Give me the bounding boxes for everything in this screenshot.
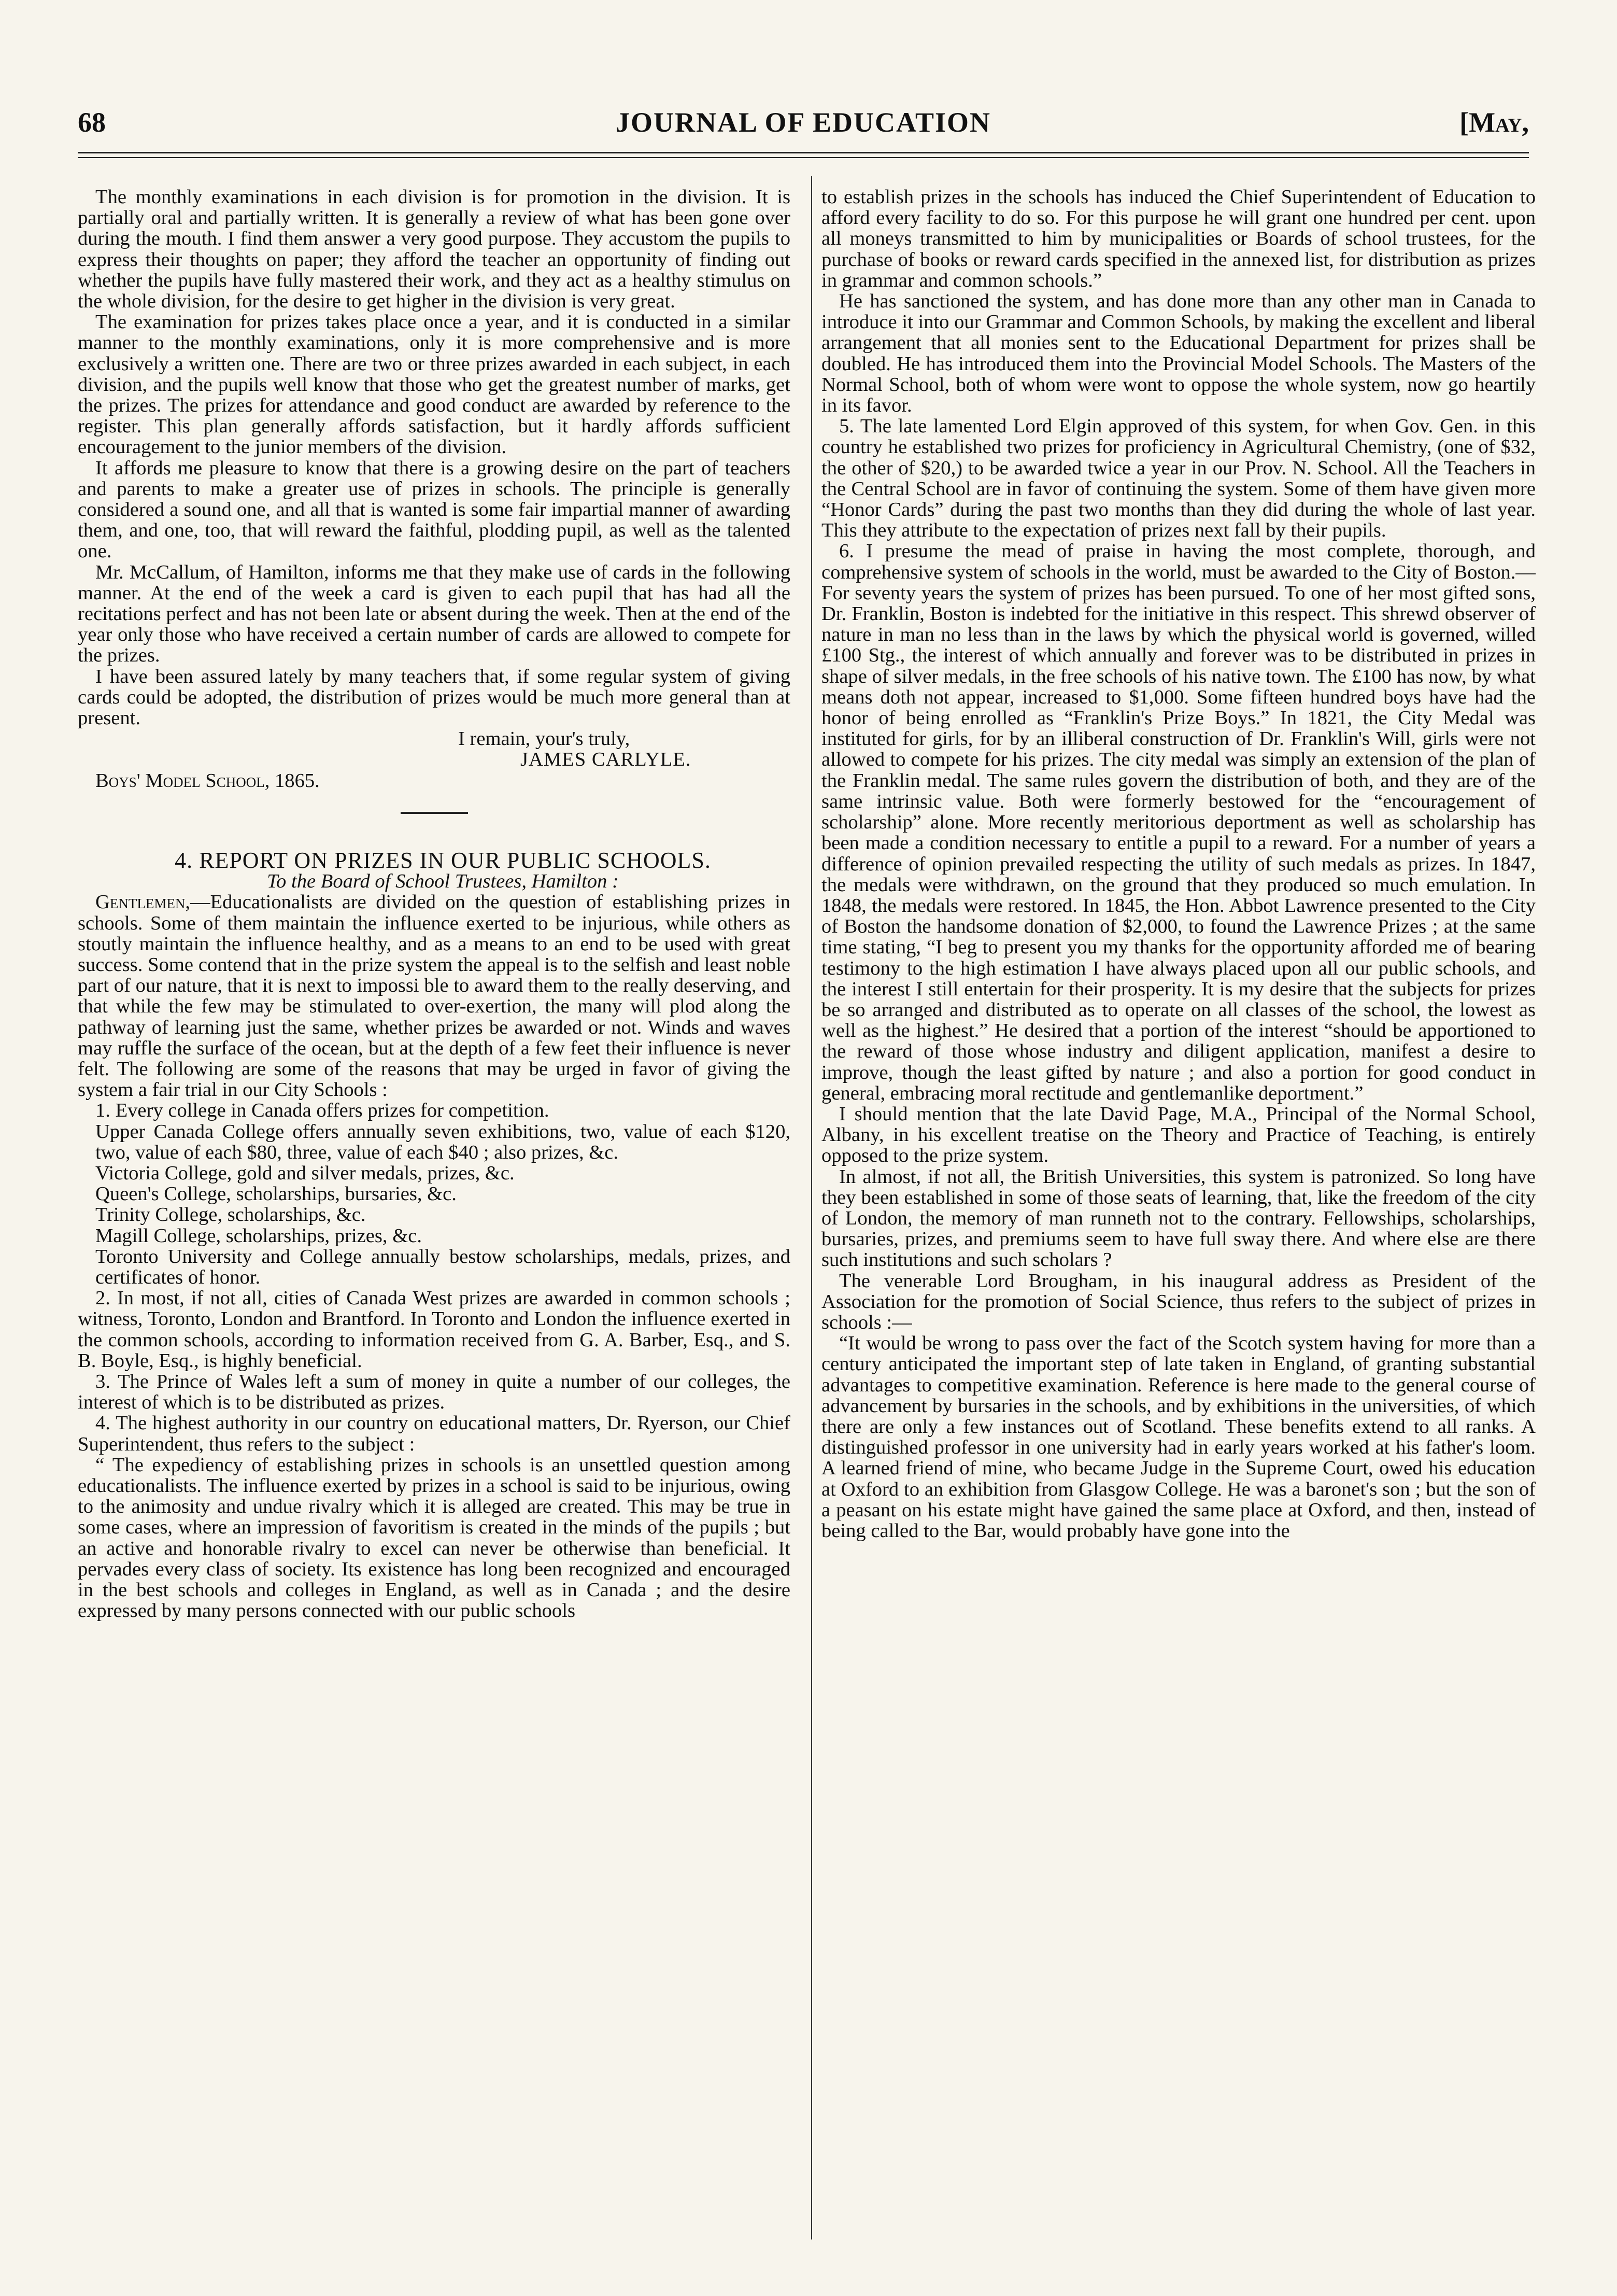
page-number: 68 xyxy=(78,107,106,138)
quoted-paragraph: “It would be wrong to pass over the fact of the Scotch system having for more than a century anticipated the important step of late taken in England, of granting substantial advantages to competitive examination. Reference is here made to the general course of advancement by bursaries in the schools, and by exhibitions in the universities, of which there are only a few instances out of Scotland. These benefits extend to all ranks. A distinguished professor in one university had in early years worked at his father's loom. A learned friend of mine, who became Judge in the Supreme Court, owed his education at Oxford to an exhibition from Glasgow College. He was a baronet's son ; but the son of a peasant on his estate might have gained the same place at Oxford, and then, instead of being called to the Bar, would probably have gone into the xyxy=(821,1332,1536,1542)
letter-closing: I remain, your's truly, xyxy=(458,728,630,750)
paragraph: 4. The highest authority in our country on educational matters, Dr. Ryerson, our Chief Superintendent, thus refers to the subject : xyxy=(78,1412,790,1455)
left-column xyxy=(78,187,790,1621)
right-column xyxy=(821,187,1536,1541)
paragraph: The monthly examinations in each division is for promotion in the division. It is partially oral and partially written. It is generally a review of what has been gone over during the mouth. I find them answer a very good purpose. They accustom the pupils to express their thoughts on paper; they afford the teacher an opportunity of finding out whether the pupils have fully mastered their work, and they act as a healthy stimulus on the whole division, for the desire to get higher in the division is very great. xyxy=(78,186,790,313)
paragraph: 2. In most, if not all, cities of Canada West prizes are awarded in common schools ; witness, Toronto, London and Brantford. In Toronto and London the influence exerted in the common schools, according to information received from G. A. Barber, Esq., and S. B. Boyle, Esq., is highly beneficial. xyxy=(78,1287,790,1372)
paragraph: Mr. McCallum, of Hamilton, informs me that they make use of cards in the following manner. At the end of the week a card is given to each pupil that has had all the recitations perfect and has not been late or absent during the week. Then at the end of the year only those who have received a certain number of cards are allowed to compete for the prizes. xyxy=(78,561,790,667)
report-opening-paragraph xyxy=(78,892,790,1100)
paragraph: to establish prizes in the schools has induced the Chief Superintendent of Education to afford every facility to do so. For this purpose he will grant one hundred per cent. upon all moneys transmitted to him by municipalities or Boards of school trustees, for the purchase of books or reward cards specified in the annexed list, for distribution as prizes in grammar and common schools.” xyxy=(821,186,1536,291)
paragraph: 3. The Prince of Wales left a sum of money in quite a number of our colleges, the interest of which is to be distributed as prizes. xyxy=(78,1370,790,1414)
reasons-list xyxy=(78,1100,790,1288)
section-divider xyxy=(401,812,468,814)
quoted-paragraph: “ The expediency of establishing prizes in schools is an unsettled question among educationalists. The influence exerted by prizes in a school is said to be injurious, owing to the animosity and undue rivalry which it is alleged are created. This may be true in some cases, where an impression of favoritism is created in the minds of the pupils ; but an active and honorable rivalry to excel can never be otherwise than beneficial. It pervades every class of society. Its existence has long been recognized and encouraged in the best schools and colleges in England, as well as in Canada ; and the desire expressed by many persons connected with our public schools xyxy=(78,1454,790,1622)
list-item: Toronto University and College annually bestow scholarships, medals, prizes, and certificates of honor. xyxy=(95,1245,790,1288)
issue-month: [May, xyxy=(1459,107,1529,138)
paragraph: He has sanctioned the system, and has done more than any other man in Canada to introduce it into our Grammar and Common Schools, by making the excellent and liberal arrangement that all monies sent to the Educational Department for prizes shall be doubled. He has introduced them into the Provincial Model Schools. The Masters of the Normal School, both of whom were wont to oppose the whole system, now go heartily in its favor. xyxy=(821,290,1536,417)
paragraph: In almost, if not all, the British Universities, this system is patronized. So long have they been established in some of those seats of learning, that, like the freedom of the city of London, the memory of man runneth not to the contrary. Fellowships, scholarships, bursaries, prizes, and premiums seem to have full sway there. And where else are there such institutions and such scholars ? xyxy=(821,1165,1536,1271)
paragraph: I should mention that the late David Page, M.A., Principal of the Normal School, Albany, in his excellent treatise on the Theory and Practice of Teaching, is entirely opposed to the prize system. xyxy=(821,1103,1536,1167)
paragraph: The examination for prizes takes place once a year, and it is conducted in a similar manner to the monthly examinations, only it is more comprehensive and is more exclusively a written one. There are two or three prizes awarded in each subject, in each division, and the pupils well know that those who get the greatest number of marks, get the prizes. The prizes for attendance and good conduct are awarded by reference to the register. This plan generally affords satisfaction, but it hardly affords sufficient encouragement to the junior members of the division. xyxy=(78,311,790,458)
list-item: 1. Every college in Canada offers prizes for competition. xyxy=(95,1100,549,1122)
list-item: Upper Canada College offers annually seven exhibitions, two, value of each $120, two, value of each $80, three, value of each $40 ; also prizes, &c. xyxy=(95,1120,790,1163)
report-opening-text: —Educationalists are divided on the question of establishing prizes in schools. Some of them maintain the influence exerted to be injurious, while others as stoutly maintain the influence healthy, and as a means to an end to be used with great success. Some contend that in the prize system the appeal is to the selfish and least noble part of our nature, that it is next to impossi ble to award them to the really deserving, and that while the few may be stimulated to over-exertion, the many will plod along the pathway of learning just the same, whether prizes be awarded or not. Winds and waves may ruffle the surface of the ocean, but at the depth of a few feet their influence is never felt. The following are some of the reasons that may be urged in favor of giving the system a fair trial in our City Schools : xyxy=(78,891,790,1101)
paragraph: I have been assured lately by many teachers that, if some regular system of giving cards could be adopted, the distribution of prizes would be much more general than at present. xyxy=(78,665,790,729)
list-item: Victoria College, gold and silver medals, prizes, &c. xyxy=(95,1162,515,1184)
list-item: Magill College, scholarships, prizes, &c. xyxy=(95,1224,422,1247)
paragraph: 5. The late lamented Lord Elgin approved of this system, for when Gov. Gen. in this country he established two prizes for proficiency in Agricultural Chemistry, (one of $32, the other of $20,) to be awarded twice a year in our Prov. N. School. All the Teachers in the Central School are in favor of continuing the system. Some of them have given more “Honor Cards” during the past two months than they did during the whole of last year. This they attribute to the expectation of prizes next fall by their pupils. xyxy=(821,415,1536,542)
list-item: Queen's College, scholarships, bursaries, &c. xyxy=(95,1183,457,1205)
header-rule-bottom xyxy=(78,157,1529,158)
report-address: To the Board of School Trustees, Hamilton : xyxy=(267,870,619,893)
journal-title: JOURNAL OF EDUCATION xyxy=(615,107,991,138)
page-header xyxy=(78,106,1529,143)
list-item: Trinity College, scholarships, &c. xyxy=(95,1204,366,1226)
column-divider xyxy=(811,176,812,2239)
salutation: Gentlemen, xyxy=(95,891,190,913)
section-heading: 4. REPORT ON PRIZES IN OUR PUBLIC SCHOOLS. xyxy=(175,847,711,873)
paragraph: 6. I presume the mead of praise in having the most complete, thorough, and comprehensive system of schools in the world, must be awarded to the City of Boston.—For seventy years the system of prizes has been pursued. To one of her most gifted sons, Dr. Franklin, Boston is indebted for the initiative in this respect. This shrewd observer of nature in man no less than in the laws by which the physical world is governed, willed £100 Stg., the interest of which annually and forever was to be distributed in prizes in shape of silver medals, in the free schools of his native town. The £100 has now, by what means doth not appear, increased to $1,000. Some fifteen hundred boys have had the honor of being enrolled as “Franklin's Prize Boys.” In 1821, the City Medal was instituted for girls, for by an illiberal construction of Dr. Franklin's Will, girls were not allowed to compete for his prizes. The city medal was simply an extension of the plan of the Franklin medal. The same rules govern the distribution of both, and they are of the same intrinsic value. Both were formerly bestowed for the “encouragement of scholarship” alone. More recently meritorious deportment as well as scholarship has been made a condition necessary to entitle a pupil to a reward. For a number of years a difference of opinion prevailed respecting the utility of such medals as prizes. In 1847, the medals were withdrawn, on the ground that they produced so much emulation. In 1848, the medals were restored. In 1845, the Hon. Abbot Lawrence presented to the City of Boston the handsome donation of $2,000, to found the Lawrence Prizes ; at the same time stating, “I beg to present you my thanks for the opportunity afforded me of bearing testimony to the high estimation I have always placed upon all our public schools, and the interest I still entertain for their prosperity. It is my desire that the subjects for prizes be so arranged and distributed as to operate on all classes of the school, the lowest as well as the highest.” He desired that a portion of the interest “should be apportioned to the reward of those whose industry and diligent application, manifest a desire to improve, though the least gifted by nature ; and also a portion for good conduct in general, embracing moral rectitude and gentlemanlike deportment.” xyxy=(821,540,1536,1104)
paragraph: The venerable Lord Brougham, in his inaugural address as President of the Association for the promotion of Social Science, thus refers to the subject of prizes in schools :— xyxy=(821,1270,1536,1333)
letter-signature: JAMES CARLYLE. xyxy=(520,749,691,771)
paragraph: It affords me pleasure to know that there is a growing desire on the part of teachers and parents to make a greater use of prizes in schools. The principle is generally considered a sound one, and all that is wanted is some fair impartial manner of awarding them, and one, too, that will reward the faithful, plodding pupil, as well as the talented one. xyxy=(78,457,790,562)
school-dateline: Boys' Model School, 1865. xyxy=(95,769,320,792)
header-rule-top xyxy=(78,152,1529,153)
